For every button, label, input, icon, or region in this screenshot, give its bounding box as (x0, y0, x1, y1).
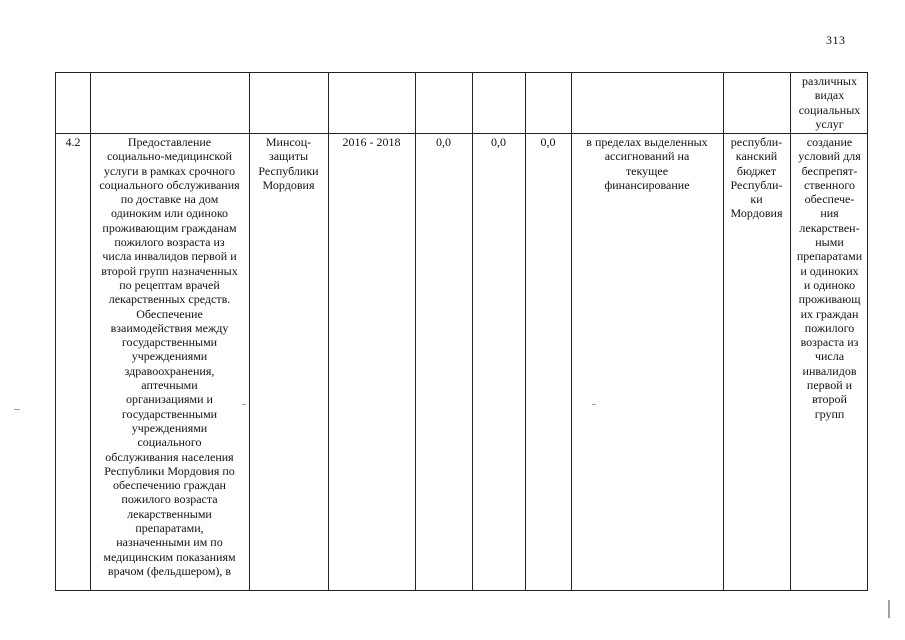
value-cell-1: 0,0 (436, 135, 451, 149)
description-cell: Предоставление социально-медицинской услуги в рамках срочного социального обслуживания по доставке на дом одиноким или одиноко проживающим гражданам пожилого возраста из числа инвалидов первой и второй групп назначенных по рецептам врачей лекарственных средств. Обеспечение взаимодействия между государственными учреждениями здравоохранения, аптечными организациями и государственными учреждениями социального обслуживания населения Республики Мордовия по обеспечению граждан пожилого возраста лекарственными препаратами, назначенными им по медицинским показаниям врачом (фельдшером), в (99, 135, 240, 578)
value-cell-3: 0,0 (540, 135, 556, 149)
scan-artifact (888, 600, 890, 618)
period-cell: 2016 - 2018 (342, 135, 401, 149)
budget-source-cell: республи- канский бюджет Республи- ки Мордовия (730, 135, 783, 221)
value-cell-2: 0,0 (491, 135, 506, 149)
program-table (55, 72, 868, 591)
page-number: 313 (826, 33, 846, 47)
scan-artifact (14, 409, 20, 410)
executor-cell: Минсоц- защиты Республики Мордовия (258, 135, 319, 192)
row-index-cell: 4.2 (65, 135, 81, 149)
row-divider (56, 133, 867, 134)
continuation-result-cell: различных видах социальных услуг (798, 74, 861, 131)
expected-result-cell: создание условий для беспрепят- ственного обеспече- ния лекарствен- ными препаратами и одиноких и одиноко проживающ их граждан пожилого возраста из числа инвалидов первой и второй групп (796, 135, 863, 421)
financing-cell: в пределах выделенных ассигнований на текущее финансирование (586, 135, 708, 192)
scan-artifact (242, 404, 246, 405)
scan-artifact (592, 404, 596, 405)
